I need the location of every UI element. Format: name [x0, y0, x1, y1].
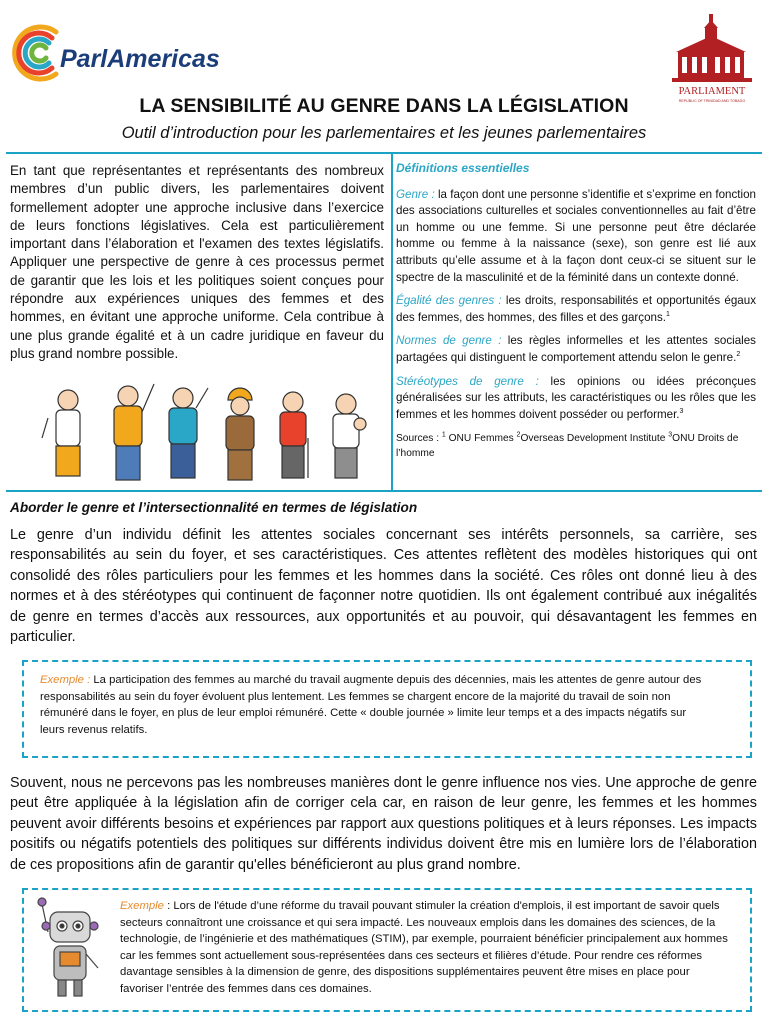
definition-text: les droits, responsabilités et opportunités égaux des femmes, des hommes, des filles et des garçons.: [396, 294, 756, 324]
top-divider: [6, 152, 762, 154]
definition-term: Égalité des genres :: [396, 294, 502, 308]
definition-text: la façon dont une personne s’identifie et s’exprime en fonction des associations culturelles et sociales conventionnelles au fait d’être un homme ou une femme. Si une personne peut être déclarée homme ou femme à la naissance (sexe), son genre est lié aux attributs qu’elle assume et à la façon dont ceux-ci se situent sur le spectre de la masculinité et de la féminité dans un contexte donné.: [396, 187, 756, 284]
definition-term: Normes de genre :: [396, 334, 502, 348]
example-label: Exemple :: [40, 674, 91, 686]
source-item: Overseas Development Institute: [520, 433, 669, 445]
section-divider: [6, 490, 762, 492]
example-body: La participation des femmes au marché du travail augmente depuis des décennies, mais les attentes de genre autour des responsabilités au sein du foyer évoluent plus lentement. Les femmes se chargent encore de la majorité du travail de soin non rémunéré dans le foyer, en plus de leur emploi rémunéré. Cette « double journée » limite leur temps et a des impacts négatifs sur leurs revenus relatifs.: [40, 674, 702, 736]
source-item: ONU Femmes: [445, 433, 517, 445]
footnote-ref: 1: [666, 310, 670, 318]
parliament-logo: [668, 12, 756, 104]
footnote-ref: 3: [679, 407, 684, 415]
sources-line: [396, 431, 756, 461]
example-1-text: [40, 672, 712, 738]
intro-paragraph: En tant que représentantes et représentants des nombreux membres d’un public divers, les parlementaires doivent formellement adopter une approche inclusive dans l’exercice de leurs fonctions législatives. Cela est particulièrement important dans l’élaboration et l'examen des textes législatifs. Appliquer une perspective de genre à ces processus permet de garantir que les lois et les politiques soient conçues pour répondre aux expériences uniques des femmes et des hommes, en évitant une approche uniforme. Cela contribue à une plus grande égalité et à un cadre juridique en faveur du plus grand nombre possible.: [10, 163, 384, 361]
page-subtitle: Outil d’introduction pour les parlementaires et les jeunes parlementaires: [121, 124, 647, 142]
page-title: LA SENSIBILITÉ AU GENRE DANS LA LÉGISLATION: [139, 95, 629, 117]
parliament-logo-text: PARLIAMENT: [678, 86, 746, 97]
source-number: 2: [516, 431, 521, 439]
parliament-logo-subtext: REPUBLIC OF TRINIDAD AND TOBAGO: [678, 99, 746, 103]
definition-term: Stéréotypes de genre :: [396, 374, 539, 388]
robot-illustration: [28, 892, 108, 1004]
source-item: ONU Droits de l’homme: [396, 433, 739, 460]
source-number: 3: [668, 431, 673, 439]
example-body: : Lors de l'étude d’une réforme du travail pouvant stimuler la création d'emplois, il est important de savoir quels secteurs connaîtront une croissance et qui sera impacté. Les nouveaux emplois dans les domaines des sciences, de la technologie, de l’ingénierie et des mathématiques (STIM), par exemple, pourraient bénéficier principalement aux hommes car les femmes sont actuellement sous-représentées dans ces secteurs et filières d’étude. Pour rendre ces réformes davantage sensibles à la dimension de genre, des dispositions supplémentaires peuvent être mises en place pour favoriser l’entrée des femmes dans ces domaines.: [120, 900, 728, 995]
section-heading: Aborder le genre et l’intersectionnalité en termes de législation: [10, 500, 418, 515]
definitions-panel: [396, 160, 756, 461]
definition-stereotypes: [396, 374, 756, 424]
definition-genre: [396, 187, 756, 287]
body-paragraph-1: Le genre d’un individu définit les attentes sociales concernant ses intérêts personnels, sa carrière, ses responsabilités au sein du foyer, et ses caractéristiques. Ces attentes reflètent des modèles historiques qui ont consolidé des rôles particuliers pour les femmes et les hommes dans la société. Ces rôles ont donné lieu à des normes et à des stéréotypes qui continuent de façonner notre quotidien. Ils ont également contribué aux inégalités de genre en termes d’accès aux ressources, aux opportunités et au pouvoir, qui désavantagent les femmes en particulier.: [10, 527, 757, 646]
definition-text: les règles informelles et les attentes sociales partagées qui distinguent le comportement attendu selon le genre.: [396, 334, 756, 364]
column-divider: [391, 152, 393, 492]
parlamericas-logo: [12, 22, 242, 84]
sources-label: Sources :: [396, 433, 442, 445]
parlamericas-logo-text: ParlAmericas: [60, 45, 220, 73]
example-2-text: [120, 898, 732, 998]
definitions-title: Définitions essentielles: [396, 161, 530, 175]
source-number: 1: [441, 431, 446, 439]
definition-text: les opinions ou idées préconçues généralisées sur les attributs, les caractéristiques ou les rôles que les femmes et les hommes doivent posséder ou performer.: [396, 374, 756, 421]
workers-illustration: [38, 378, 373, 488]
definition-term: Genre :: [396, 187, 435, 201]
definition-normes: [396, 333, 756, 366]
footnote-ref: 2: [736, 351, 741, 359]
example-label: Exemple: [120, 900, 164, 912]
body-paragraph-2: Souvent, nous ne percevons pas les nombreuses manières dont le genre influence nos vies. Une approche de genre peut être appliquée à la législation afin de corriger cela car, en raison de leur genre, les femmes et les hommes peuvent avoir différents besoins et expériences par rapport aux questions politiques et à leurs réponses. Les impacts positifs ou négatifs potentiels des politiques sur différents individus doivent être mis en lumière lors de l’élaboration de ces propositions afin de garantir qu'elles bénéficieront au plus grand nombre.: [10, 775, 757, 873]
definition-egalite: [396, 293, 756, 326]
